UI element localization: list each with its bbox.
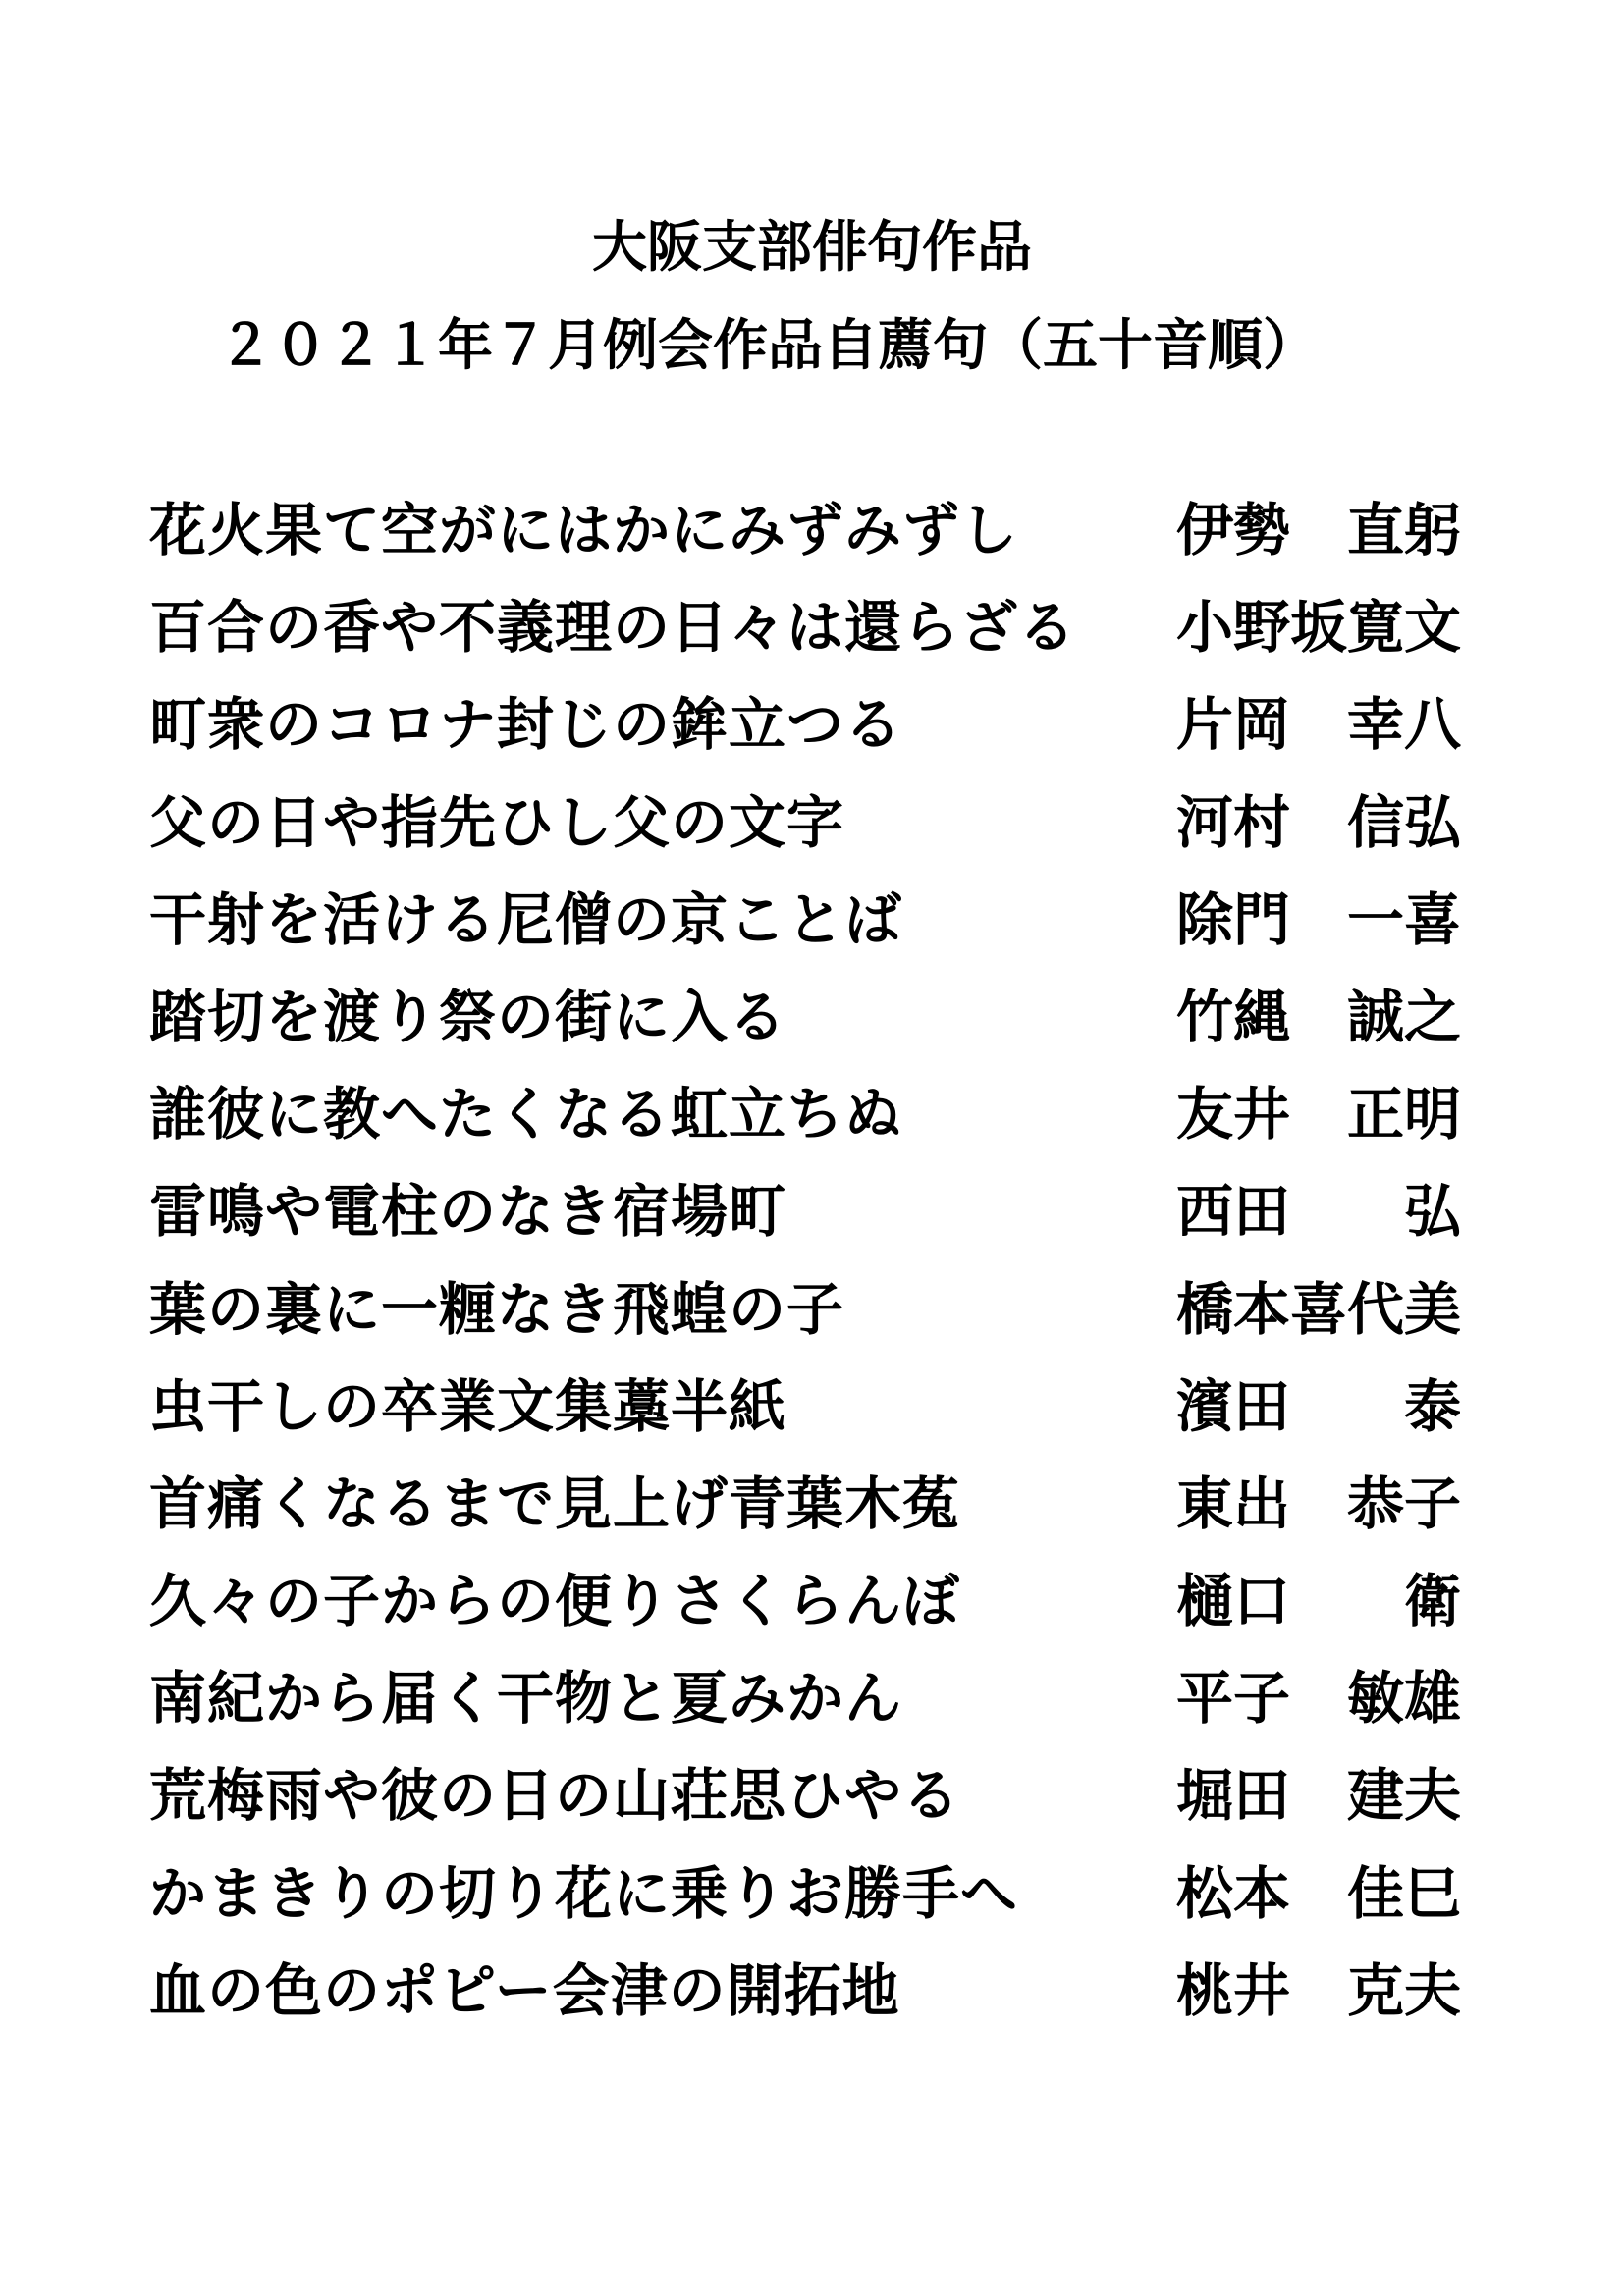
haiku-row	[149, 1661, 1485, 1758]
haiku-author: 竹縄 誠之	[1176, 983, 1462, 1050]
haiku-text: 父の日や指先ひし父の文字	[149, 788, 845, 856]
haiku-text: 花火果て空がにはかにみずみずし	[149, 497, 1019, 563]
haiku-row	[149, 1564, 1485, 1661]
haiku-row	[149, 1953, 1485, 2051]
haiku-text: かまきりの切り花に乗りお勝手へ	[149, 1859, 1019, 1927]
page-subtitle: ２０２１年７月例会作品自薦句（五十音順）	[218, 314, 1318, 378]
haiku-text: 久々の子からの便りさくらんぼ	[149, 1568, 961, 1635]
haiku-row	[149, 687, 1485, 784]
haiku-text: 葉の裏に一糎なき飛蝗の子	[149, 1275, 845, 1343]
haiku-author: 橋本喜代美	[1176, 1275, 1462, 1343]
haiku-text: 干射を活ける尼僧の京ことば	[149, 885, 903, 953]
haiku-list	[149, 493, 1485, 2051]
haiku-text: 血の色のポピー会津の開拓地	[149, 1956, 900, 2024]
haiku-row	[149, 785, 1485, 882]
haiku-text: 首痛くなるまで見上げ青葉木菟	[149, 1469, 961, 1537]
haiku-row	[149, 1174, 1485, 1271]
haiku-row	[149, 882, 1485, 980]
haiku-text: 雷鳴や電柱のなき宿場町	[149, 1178, 787, 1246]
haiku-row	[149, 980, 1485, 1077]
haiku-author: 小野坂寛文	[1176, 594, 1462, 662]
haiku-author: 除門 一喜	[1176, 885, 1462, 953]
haiku-text: 百合の香や不義理の日々は還らざる	[149, 594, 1077, 662]
haiku-author: 友井 正明	[1176, 1081, 1462, 1148]
haiku-text: 虫干しの卒業文集藁半紙	[149, 1372, 787, 1440]
haiku-author: 河村 信弘	[1176, 788, 1462, 856]
haiku-row	[149, 1077, 1485, 1174]
haiku-text: 誰彼に教へたくなる虹立ちぬ	[149, 1081, 903, 1148]
haiku-row	[149, 1369, 1485, 1467]
haiku-author: 樋口 衛	[1176, 1568, 1462, 1635]
haiku-author: 堀田 建夫	[1176, 1762, 1462, 1830]
haiku-author: 平子 敏雄	[1176, 1665, 1462, 1733]
haiku-author: 濱田 泰	[1176, 1372, 1462, 1440]
haiku-row	[149, 1467, 1485, 1564]
haiku-text: 踏切を渡り祭の街に入る	[149, 983, 787, 1050]
haiku-row	[149, 590, 1485, 687]
haiku-row	[149, 1856, 1485, 1953]
haiku-row	[149, 1758, 1485, 1855]
haiku-text: 町衆のコロナ封じの鉾立つる	[149, 691, 903, 759]
haiku-author: 伊勢 直躬	[1176, 497, 1462, 563]
haiku-row	[149, 1272, 1485, 1369]
haiku-author: 桃井 克夫	[1176, 1956, 1462, 2024]
haiku-author: 片岡 幸八	[1176, 691, 1462, 759]
haiku-text: 南紀から届く干物と夏みかん	[149, 1665, 903, 1733]
haiku-row	[149, 493, 1485, 590]
haiku-author: 東出 恭子	[1176, 1469, 1462, 1537]
haiku-author: 西田 弘	[1176, 1178, 1462, 1246]
page-title: 大阪支部俳句作品	[592, 216, 1032, 280]
haiku-author: 松本 佳巳	[1176, 1859, 1462, 1927]
haiku-text: 荒梅雨や彼の日の山荘思ひやる	[149, 1762, 961, 1830]
